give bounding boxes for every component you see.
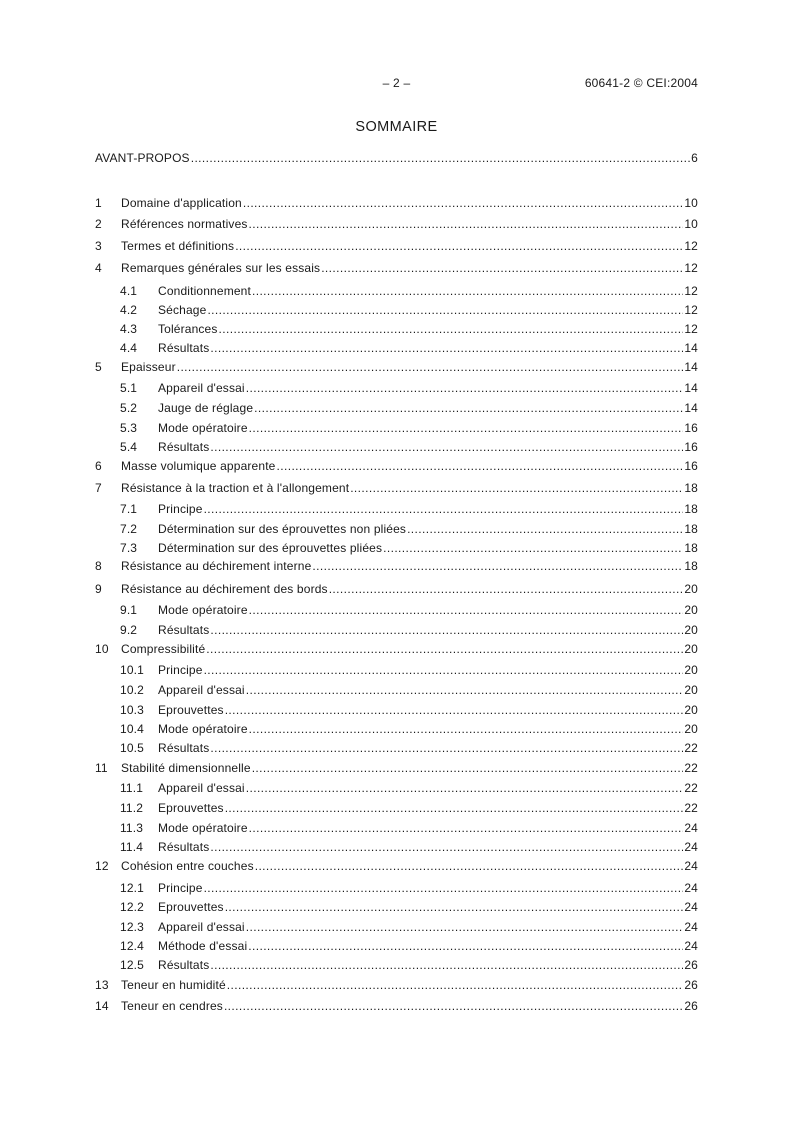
dot-leader	[255, 858, 684, 874]
toc-entry-number: 2	[95, 217, 102, 231]
toc-entry-page: 14	[684, 341, 698, 355]
toc-entry-number: 10.4	[120, 722, 144, 736]
toc-entry-title: Résultats	[158, 958, 210, 972]
toc-entry-title: Eprouvettes	[158, 703, 224, 717]
toc-entry-number: 10.3	[120, 703, 144, 717]
toc-entry-title: Appareil d'essai	[158, 781, 245, 795]
toc-subentry[interactable]	[95, 400, 698, 416]
toc-entry-title: Résistance au déchirement des bords	[121, 582, 328, 596]
dot-leader	[204, 880, 684, 896]
dot-leader	[249, 820, 684, 836]
toc-entry-number: 7	[95, 481, 102, 495]
toc-entry[interactable]	[95, 581, 698, 597]
toc-subentry[interactable]	[95, 420, 698, 436]
dot-leader	[246, 682, 684, 698]
toc-entry-page: 20	[684, 663, 698, 677]
toc-subentry[interactable]	[95, 302, 698, 318]
toc-entry-page: 16	[684, 440, 698, 454]
toc-entry[interactable]	[95, 558, 698, 574]
toc-subentry[interactable]	[95, 380, 698, 396]
toc-entry-title: Résistance au déchirement interne	[121, 559, 312, 573]
toc-entry[interactable]	[95, 260, 698, 276]
toc-entry-title: Teneur en cendres	[121, 999, 223, 1013]
toc-entry-page: 12	[684, 284, 698, 298]
toc-entry-page: 12	[684, 322, 698, 336]
toc-entry-title: Termes et définitions	[121, 239, 235, 253]
dot-leader	[246, 380, 684, 396]
toc-entry-page: 12	[684, 261, 698, 275]
toc-entry-title: Références normatives	[121, 217, 248, 231]
toc-entry-number: 4.2	[120, 303, 138, 317]
toc-entry-page: 6	[691, 151, 698, 165]
toc-entry-page: 24	[684, 859, 698, 873]
toc-entry-number: 4	[95, 261, 102, 275]
toc-entry-number: 4.1	[120, 284, 138, 298]
toc-entry-page: 26	[684, 978, 698, 992]
toc-entry-page: 24	[684, 881, 698, 895]
toc-entry-number: 7.1	[120, 502, 138, 516]
toc-subentry[interactable]	[95, 521, 698, 537]
dot-leader	[249, 721, 684, 737]
toc-entry-page: 14	[684, 401, 698, 415]
toc-entry-page: 10	[684, 217, 698, 231]
toc-entry-number: 11.3	[120, 821, 144, 835]
toc-subentry[interactable]	[95, 938, 698, 954]
dot-leader	[204, 662, 684, 678]
toc-entry-title: Détermination sur des éprouvettes non pliées	[158, 522, 407, 536]
toc-entry-number: 13	[95, 978, 109, 992]
toc-entry-page: 14	[684, 381, 698, 395]
toc-entry-title: Compressibilité	[121, 642, 206, 656]
toc-subentry[interactable]	[95, 283, 698, 299]
toc-entry-page: 20	[684, 683, 698, 697]
toc-entry-number: 5.4	[120, 440, 138, 454]
toc-entry-title: Teneur en humidité	[121, 978, 226, 992]
toc-entry-title: Résultats	[158, 440, 210, 454]
toc-entry-number: 5	[95, 360, 102, 374]
toc-entry[interactable]	[95, 641, 698, 657]
toc-entry-title: Résistance à la traction et à l'allongement	[121, 481, 350, 495]
toc-entry-title: Appareil d'essai	[158, 920, 245, 934]
toc-entry-page: 24	[684, 920, 698, 934]
toc-entry-number: 7.3	[120, 541, 138, 555]
toc-entry-page: 20	[684, 722, 698, 736]
toc-entry-page: 22	[684, 761, 698, 775]
dot-leader	[252, 283, 683, 299]
toc-entry-number: 4.4	[120, 341, 138, 355]
toc-entry-page: 20	[684, 623, 698, 637]
toc-entry[interactable]	[95, 150, 698, 166]
toc-title: SOMMAIRE	[355, 119, 438, 135]
dot-leader	[177, 359, 684, 375]
toc-entry-title: Jauge de réglage	[158, 401, 254, 415]
dot-leader	[249, 420, 684, 436]
toc-entry-title: Eprouvettes	[158, 900, 224, 914]
toc-entry[interactable]	[95, 760, 698, 776]
toc-entry-number: 10.1	[120, 663, 144, 677]
toc-entry-title: Détermination sur des éprouvettes pliées	[158, 541, 383, 555]
dot-leader	[225, 702, 684, 718]
toc-entry-title: Tolérances	[158, 322, 218, 336]
toc-entry[interactable]	[95, 998, 698, 1014]
toc-entry-page: 26	[684, 958, 698, 972]
toc-entry-page: 20	[684, 582, 698, 596]
toc-subentry[interactable]	[95, 740, 698, 756]
toc-entry[interactable]	[95, 216, 698, 232]
toc-entry-title: Mode opératoire	[158, 821, 248, 835]
toc-subentry[interactable]	[95, 340, 698, 356]
toc-entry-title: AVANT-PROPOS	[95, 151, 190, 165]
toc-entry-page: 18	[684, 541, 698, 555]
toc-entry-number: 10.2	[120, 683, 144, 697]
toc-entry-title: Masse volumique apparente	[121, 459, 276, 473]
toc-entry-page: 24	[684, 939, 698, 953]
toc-entry[interactable]	[95, 977, 698, 993]
toc-entry-title: Appareil d'essai	[158, 381, 245, 395]
toc-subentry[interactable]	[95, 702, 698, 718]
toc-entry-page: 24	[684, 900, 698, 914]
toc-subentry[interactable]	[95, 957, 698, 973]
toc-entry-page: 22	[684, 741, 698, 755]
dot-leader	[206, 641, 683, 657]
dot-leader	[210, 340, 683, 356]
toc-entry[interactable]	[95, 195, 698, 211]
toc-subentry[interactable]	[95, 919, 698, 935]
toc-entry-page: 14	[684, 360, 698, 374]
toc-entry-title: Epaisseur	[121, 360, 176, 374]
dot-leader	[219, 321, 684, 337]
toc-subentry[interactable]	[95, 602, 698, 618]
toc-entry-page: 12	[684, 239, 698, 253]
toc-entry-page: 18	[684, 522, 698, 536]
toc-entry-page: 16	[684, 421, 698, 435]
toc-entry-number: 9.1	[120, 603, 138, 617]
dot-leader	[204, 501, 684, 517]
dot-leader	[321, 260, 683, 276]
dot-leader	[243, 195, 683, 211]
dot-leader	[191, 150, 690, 166]
toc-subentry[interactable]	[95, 721, 698, 737]
dot-leader	[350, 480, 683, 496]
toc-entry-title: Remarques générales sur les essais	[121, 261, 321, 275]
toc-entry-page: 20	[684, 703, 698, 717]
toc-entry-number: 12.2	[120, 900, 144, 914]
toc-entry-number: 5.1	[120, 381, 138, 395]
toc-entry-number: 3	[95, 239, 102, 253]
toc-subentry[interactable]	[95, 501, 698, 517]
toc-entry-number: 11.4	[120, 840, 144, 854]
toc-entry-title: Mode opératoire	[158, 421, 248, 435]
dot-leader	[252, 760, 684, 776]
toc-entry-page: 12	[684, 303, 698, 317]
dot-leader	[210, 740, 683, 756]
toc-entry-page: 18	[684, 502, 698, 516]
dot-leader	[224, 998, 683, 1014]
toc-subentry[interactable]	[95, 662, 698, 678]
toc-subentry[interactable]	[95, 800, 698, 816]
dot-leader	[329, 581, 684, 597]
toc-entry-title: Résultats	[158, 623, 210, 637]
toc-entry-page: 18	[684, 481, 698, 495]
toc-entry-title: Conditionnement	[158, 284, 251, 298]
toc-entry-page: 20	[684, 642, 698, 656]
toc-entry-number: 11.2	[120, 801, 144, 815]
toc-entry-number: 1	[95, 196, 102, 210]
dot-leader	[210, 957, 683, 973]
dot-leader	[407, 521, 683, 537]
dot-leader	[210, 839, 683, 855]
toc-entry-number: 5.2	[120, 401, 138, 415]
toc-subentry[interactable]	[95, 439, 698, 455]
dot-leader	[225, 800, 684, 816]
toc-entry-page: 22	[684, 801, 698, 815]
toc-entry-title: Domaine d'application	[121, 196, 242, 210]
toc-entry-page: 24	[684, 840, 698, 854]
toc-entry-number: 12	[95, 859, 109, 873]
toc-entry-number: 9	[95, 582, 102, 596]
toc-entry-page: 26	[684, 999, 698, 1013]
dot-leader	[383, 540, 683, 556]
toc-entry-page: 24	[684, 821, 698, 835]
toc-entry-page: 16	[684, 459, 698, 473]
toc-entry[interactable]	[95, 480, 698, 496]
toc-entry-page: 10	[684, 196, 698, 210]
toc-subentry[interactable]	[95, 540, 698, 556]
dot-leader	[249, 216, 684, 232]
dot-leader	[225, 899, 684, 915]
toc-subentry[interactable]	[95, 880, 698, 896]
toc-entry-title: Mode opératoire	[158, 603, 248, 617]
toc-entry-number: 12.1	[120, 881, 144, 895]
toc-entry-title: Principe	[158, 663, 203, 677]
toc-entry-title: Séchage	[158, 303, 207, 317]
toc-entry-page: 22	[684, 781, 698, 795]
dot-leader	[254, 400, 683, 416]
toc-entry-number: 9.2	[120, 623, 138, 637]
toc-entry-title: Eprouvettes	[158, 801, 224, 815]
toc-entry-page: 20	[684, 603, 698, 617]
toc-entry-number: 12.4	[120, 939, 144, 953]
toc-entry-title: Résultats	[158, 741, 210, 755]
toc-entry-number: 5.3	[120, 421, 138, 435]
toc-subentry[interactable]	[95, 899, 698, 915]
dot-leader	[246, 780, 684, 796]
page-number: – 2 –	[382, 76, 411, 90]
toc-entry-title: Résultats	[158, 341, 210, 355]
toc-entry[interactable]	[95, 858, 698, 874]
dot-leader	[246, 919, 684, 935]
toc-entry-number: 12.3	[120, 920, 144, 934]
dot-leader	[207, 302, 683, 318]
toc-entry-title: Appareil d'essai	[158, 683, 245, 697]
dot-leader	[277, 458, 684, 474]
toc-entry-title: Mode opératoire	[158, 722, 248, 736]
toc-entry-number: 8	[95, 559, 102, 573]
toc-entry-number: 10.5	[120, 741, 144, 755]
dot-leader	[248, 938, 683, 954]
toc-entry-page: 18	[684, 559, 698, 573]
dot-leader	[249, 602, 684, 618]
toc-entry[interactable]	[95, 238, 698, 254]
toc-entry-number: 12.5	[120, 958, 144, 972]
toc-entry-number: 11.1	[120, 781, 144, 795]
toc-entry[interactable]	[95, 359, 698, 375]
dot-leader	[312, 558, 683, 574]
dot-leader	[210, 439, 683, 455]
toc-entry-title: Cohésion entre couches	[121, 859, 254, 873]
toc-subentry[interactable]	[95, 622, 698, 638]
toc-entry-number: 11	[95, 761, 108, 775]
toc-subentry[interactable]	[95, 682, 698, 698]
toc-entry-title: Stabilité dimensionnelle	[121, 761, 251, 775]
dot-leader	[210, 622, 683, 638]
toc-subentry[interactable]	[95, 321, 698, 337]
toc-entry-title: Principe	[158, 502, 203, 516]
toc-entry-number: 6	[95, 459, 102, 473]
toc-entry-title: Résultats	[158, 840, 210, 854]
dot-leader	[235, 238, 683, 254]
toc-subentry[interactable]	[95, 839, 698, 855]
document-reference: 60641-2 © CEI:2004	[584, 76, 698, 90]
toc-subentry[interactable]	[95, 780, 698, 796]
toc-entry-number: 14	[95, 999, 109, 1013]
toc-entry[interactable]	[95, 458, 698, 474]
toc-entry-title: Méthode d'essai	[158, 939, 248, 953]
toc-entry-number: 10	[95, 642, 109, 656]
toc-entry-number: 7.2	[120, 522, 138, 536]
dot-leader	[227, 977, 684, 993]
toc-entry-title: Principe	[158, 881, 203, 895]
toc-entry-number: 4.3	[120, 322, 138, 336]
toc-subentry[interactable]	[95, 820, 698, 836]
